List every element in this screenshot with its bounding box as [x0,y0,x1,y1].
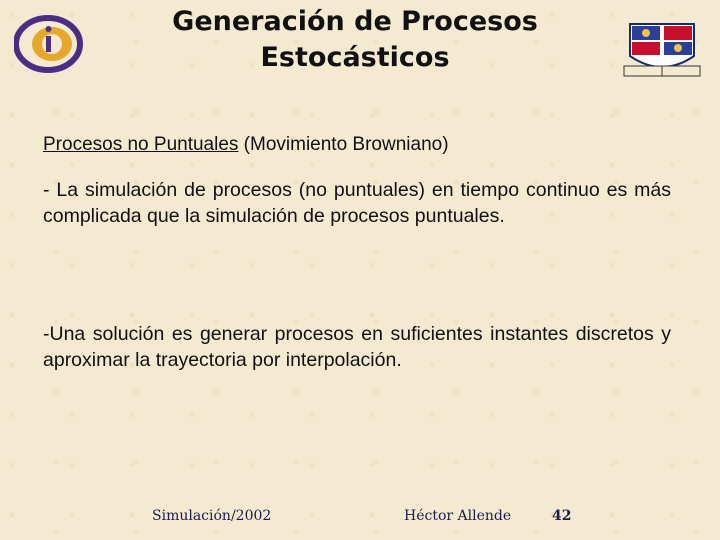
paragraph-2: -Una solución es generar procesos en suficientes instantes discretos y aproximar la trayectoria por interpolación. [43,323,671,371]
paragraph-1: - La simulación de procesos (no puntuales) en tiempo continuo es más complicada que la simulación de procesos puntuales. [43,179,671,227]
title-line-2: Estocásticos [260,42,450,73]
section-heading-underlined: Procesos no Puntuales [43,134,239,155]
footer-author: Héctor Allende [404,508,512,524]
section-heading-rest: (Movimiento Browniano) [238,134,449,155]
university-crest-icon [622,20,702,82]
footer-page-number: 42 [552,508,572,524]
footer-course: Simulación/2002 [152,508,272,524]
page-title [150,4,560,76]
department-logo-icon [14,14,86,74]
title-line-1: Generación de Procesos [172,6,538,37]
section-heading [43,133,449,157]
